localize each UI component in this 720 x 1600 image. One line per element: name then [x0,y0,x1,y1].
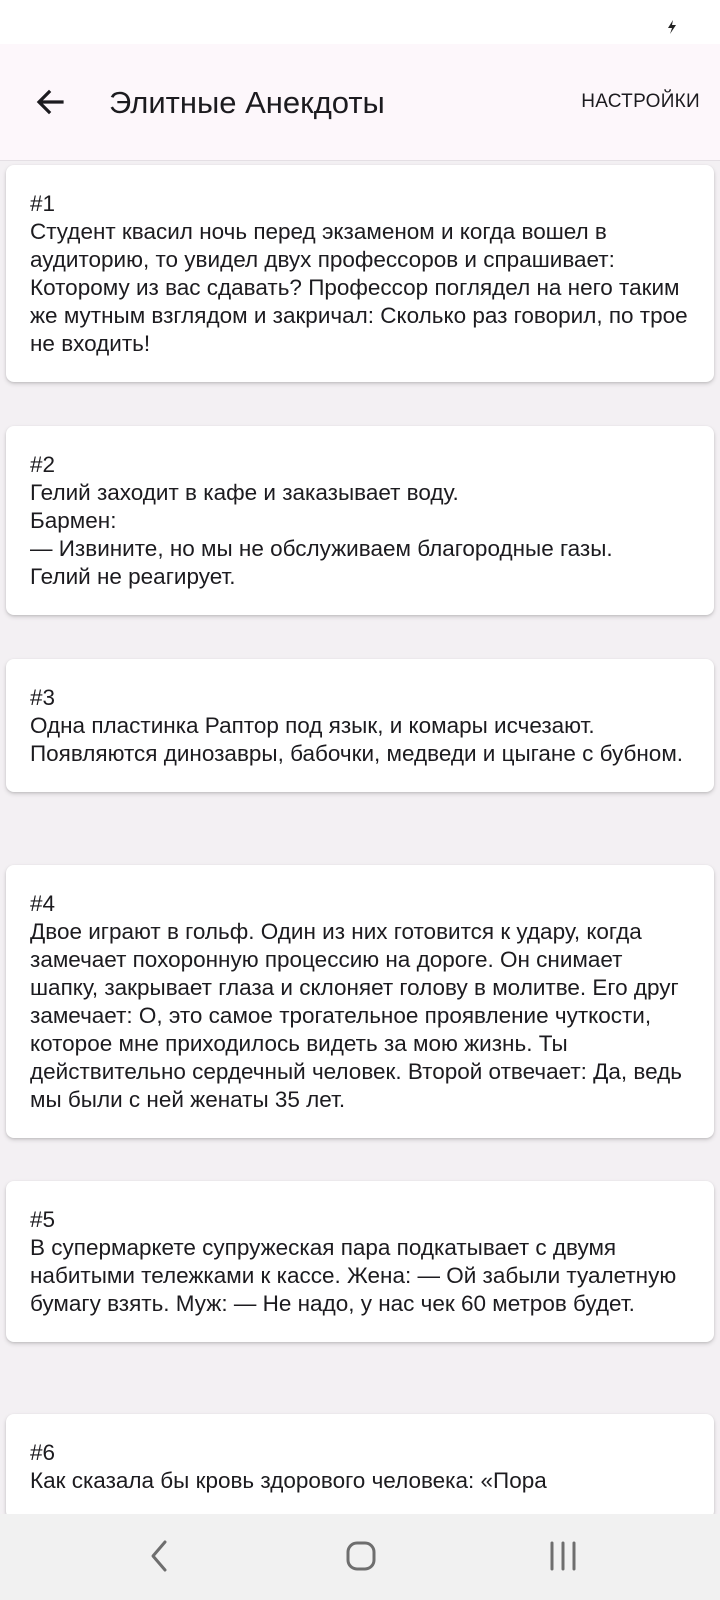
joke-number: #6 [30,1440,56,1465]
back-button[interactable] [26,78,74,126]
joke-text: Одна пластинка Раптор под язык, и комары исчезают. Появляются динозавры, бабочки, медведи и цыгане с бубном. [30,713,684,766]
joke-text: В супермаркете супружеская пара подкатывает с двумя набитыми тележками к кассе. Жена: — Ой забыли туалетную бумагу взять. Муж: — Не надо, у нас чек 60 метров будет. [30,1235,677,1316]
joke-number: #3 [30,685,56,710]
joke-text: Гелий заходит в кафе и заказывает воду. Бармен: — Извините, но мы не обслуживаем благородные газы. Гелий не реагирует. [30,480,613,589]
joke-text: Как сказала бы кровь здорового человека: «Пора [30,1468,547,1493]
status-bar [0,0,720,44]
settings-button[interactable]: НАСТРОЙКИ [581,91,700,112]
system-navigation-bar [0,1514,720,1600]
joke-number: #5 [30,1207,56,1232]
nav-recents-icon [548,1541,578,1571]
joke-card [6,659,714,792]
nav-home-icon [345,1540,377,1572]
joke-text: Студент квасил ночь перед экзаменом и когда вошел в аудиторию, то увидел двух профессоров и спрашивает: Которому из вас сдавать? Профессор поглядел на него таким же мутным взглядом и закричал: Сколько раз говорил, по трое не входить! [30,219,688,356]
joke-number: #4 [30,891,56,916]
page-title: Элитные Анекдоты [109,85,385,120]
joke-number: #1 [30,191,56,216]
joke-card [6,165,714,382]
nav-back-chevron-icon [148,1539,172,1573]
joke-card [6,1181,714,1342]
nav-home-button[interactable] [321,1528,401,1584]
joke-number: #2 [30,452,56,477]
arrow-left-icon [34,86,66,118]
joke-card [6,426,714,615]
nav-recents-button[interactable] [523,1528,603,1584]
nav-back-button[interactable] [120,1528,200,1584]
joke-card [6,1414,714,1514]
joke-text: Двое играют в гольф. Один из них готовится к удару, когда замечает похоронную процессию на дороге. Он снимает шапку, закрывает глаза и склоняет голову в молитве. Его друг замечает: О, это самое трогательное проявление чуткости, которое мне приходилось видеть за мою жизнь. Ты действительно сердечный человек. Второй отвечает: Да, ведь мы были с ней женаты 35 лет. [30,919,682,1112]
joke-card [6,865,714,1138]
charging-bolt-icon [666,20,678,34]
jokes-list[interactable] [0,161,720,1514]
app-bar [0,44,720,161]
